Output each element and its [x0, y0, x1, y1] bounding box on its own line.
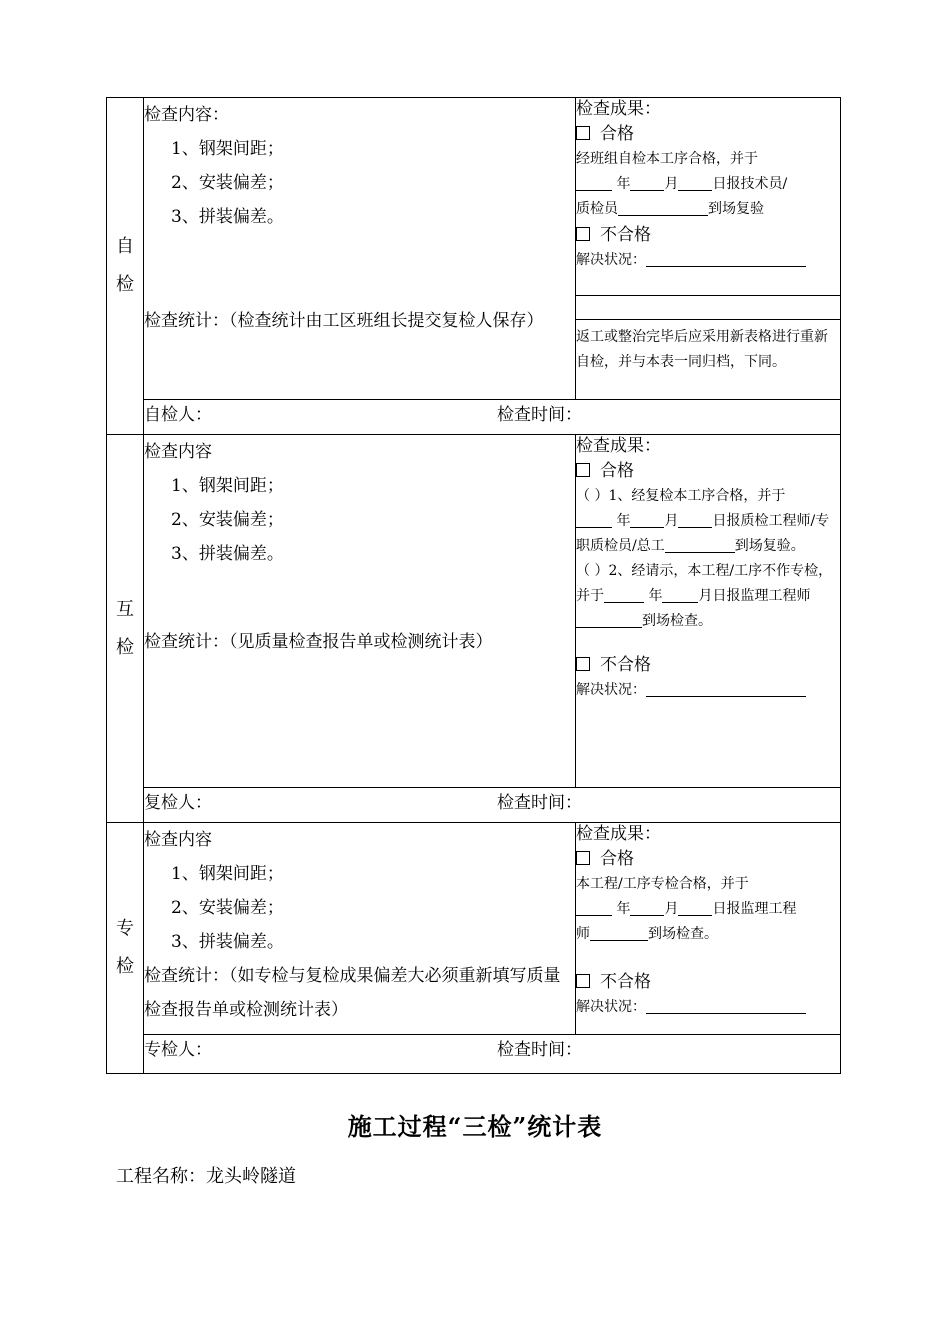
list-item: 3、拼装偏差。 [171, 207, 284, 227]
document-title: 施工过程“三检”统计表 [347, 1112, 603, 1141]
list-item: 1、钢架间距； [171, 139, 284, 159]
stats-text: 检查统计：（见质量检查报告单或检测统计表） [144, 632, 493, 652]
list-item: 3、拼装偏差。 [171, 544, 284, 564]
mutual-check-side-label: 互 检 [107, 435, 144, 823]
checkbox-icon[interactable] [576, 227, 590, 241]
fail-checkbox[interactable]: 不合格 [576, 652, 840, 678]
special-check-content [144, 823, 576, 1035]
option-2-text: （ ）2、经请示，本工程/工序不作专检，并于 [576, 563, 833, 604]
inspection-table [106, 97, 841, 1074]
self-check-side-label: 自 检 [107, 98, 144, 435]
signer-label: 自检人： [144, 404, 212, 425]
pass-checkbox[interactable]: 合格 [576, 121, 840, 147]
mutual-check-row [107, 435, 841, 788]
project-name-line [116, 1162, 296, 1188]
checkbox-icon[interactable] [576, 463, 590, 477]
check-time-label: 检查时间： [497, 1039, 582, 1060]
mutual-check-result: 检查成果： 合格 （ ）1、经复检本工序合格，并于 年 月 日报质检工程师/专职质检员/总工 到场复验。 （ ）2、经请示，本工程/工序不作专检，并于 年 月日报监理工程师到场检查。 不合格 解决状况： [576, 435, 841, 788]
self-check-content [144, 98, 576, 400]
special-check-side-label: 专 检 [107, 823, 144, 1074]
checkbox-icon[interactable] [576, 126, 590, 140]
check-time-label: 检查时间： [497, 792, 582, 813]
project-label: 工程名称： [116, 1166, 206, 1187]
content-label: 检查内容 [144, 830, 212, 850]
project-name: 龙头岭隧道 [206, 1166, 296, 1187]
self-check-result: 检查成果： 合格 经班组自检本工序合格，并于 年 月 日报技术员/ 质检员 到场复验 不合格 解决状况： 返工或整治完毕后应采用新表格进行重新自检，并与本表一同归档，下同。 [576, 98, 841, 400]
check-time-label: 检查时间： [497, 404, 582, 425]
list-item: 2、安装偏差； [171, 510, 284, 530]
checkbox-icon[interactable] [576, 974, 590, 988]
mutual-check-content [144, 435, 576, 788]
option-1-text: （ ）1、经复检本工序合格，并于 [576, 488, 786, 504]
pass-checkbox[interactable]: 合格 [576, 846, 840, 872]
signer-label: 专检人： [144, 1039, 212, 1060]
note-text: 返工或整治完毕后应采用新表格进行重新自检，并与本表一同归档，下同。 [576, 329, 828, 370]
list-item: 1、钢架间距； [171, 476, 284, 496]
special-check-result: 检查成果： 合格 本工程/工序专检合格，并于 年 月 日报监理工程 师 到场检查。 不合格 解决状况： [576, 823, 841, 1035]
result-label: 检查成果： [576, 824, 661, 844]
checkbox-icon[interactable] [576, 851, 590, 865]
list-item: 2、安装偏差； [171, 173, 284, 193]
fail-checkbox[interactable]: 不合格 [576, 969, 840, 995]
stats-text: 检查统计：（如专检与复检成果偏差大必须重新填写质量检查报告单或检测统计表） [144, 966, 561, 1020]
self-check-row [107, 98, 841, 400]
self-check-signature-row [144, 399, 841, 434]
list-item: 3、拼装偏差。 [171, 932, 284, 952]
mutual-check-signature-row [144, 787, 841, 822]
signer-label: 复检人： [144, 792, 212, 813]
content-label: 检查内容 [144, 442, 212, 462]
special-check-row [107, 823, 841, 1035]
stats-text: 检查统计：（检查统计由工区班组长提交复检人保存） [144, 311, 544, 331]
list-item: 1、钢架间距； [171, 864, 284, 884]
list-item: 2、安装偏差； [171, 898, 284, 918]
result-label: 检查成果： [576, 99, 661, 119]
pass-checkbox[interactable]: 合格 [576, 458, 840, 484]
checkbox-icon[interactable] [576, 657, 590, 671]
content-label: 检查内容： [144, 105, 229, 125]
result-label: 检查成果： [576, 436, 661, 456]
fail-checkbox[interactable]: 不合格 [576, 222, 840, 248]
special-check-signature-row [144, 1034, 841, 1073]
